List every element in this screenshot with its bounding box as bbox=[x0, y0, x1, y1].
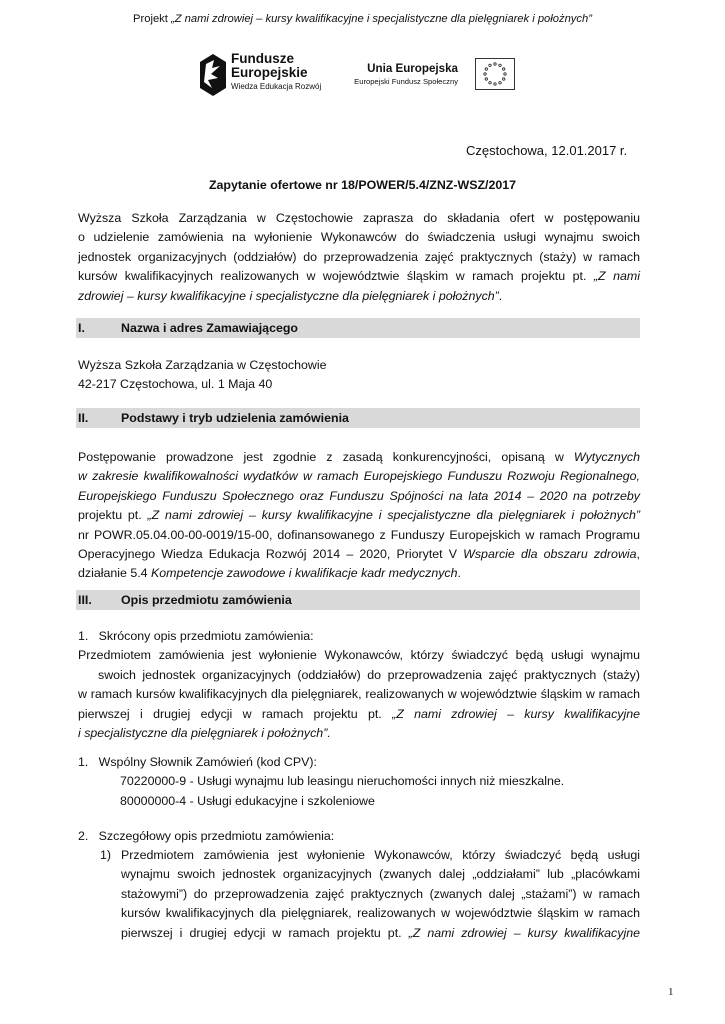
list-heading: 2. Szczegółowy opis przedmiotu zamówienia: bbox=[78, 829, 335, 843]
section-2-line bbox=[78, 545, 640, 564]
intro-line: o udzielenie zamówienia na wyłonienie Wykonawców do świadczenia usługi wynajmu swoich bbox=[78, 230, 640, 245]
section-2-line bbox=[78, 564, 640, 583]
intro-paragraph bbox=[78, 209, 640, 306]
sub-item-line: stażowymi”) do przeprowadzenia zajęć praktycznych (zwanych dalej „stażami”) w ramach bbox=[121, 886, 640, 901]
cpv-code: 80000000-4 - Usługi edukacyjne i szkoleniowe bbox=[120, 793, 375, 808]
text: . bbox=[457, 566, 461, 581]
section-1-heading bbox=[76, 318, 640, 338]
project-name: „Z nami zdrowiej – kursy kwalifikacyjne bbox=[392, 706, 640, 721]
section-2-heading bbox=[76, 408, 640, 428]
section-3-part-2 bbox=[78, 753, 640, 811]
intro-project-name: „Z nami bbox=[593, 269, 640, 284]
text: działanie 5.4 bbox=[78, 566, 152, 581]
intro-line: jednostek organizacyjnych (oddziałów) do przeprowadzenia zajęć praktycznych (staży) w ramach bbox=[78, 249, 640, 264]
intro-line bbox=[78, 287, 640, 306]
fe-line3: Wiedza Edukacja Rozwój bbox=[231, 82, 322, 91]
section-2-line: nr POWR.05.04.00-00-0019/15-00, dofinansowanego z Funduszy Europejskich w ramach Programu bbox=[78, 527, 640, 542]
sub-item-body bbox=[121, 846, 640, 943]
fe-line1: Fundusze bbox=[231, 51, 294, 66]
fundusze-europejskie-logo bbox=[200, 50, 330, 100]
sub-item-line bbox=[121, 924, 640, 943]
list-heading: 1. Skrócony opis przedmiotu zamówienia: bbox=[78, 629, 314, 643]
list-line: Przedmiotem zamówienia jest wyłonienie Wykonawców, którzy świadczyć będą usługi wynajmu bbox=[78, 648, 640, 663]
section-3-number: III. bbox=[78, 593, 92, 607]
text: Operacyjnego Wiedza Edukacja Rozwój 2014 – 2020, Priorytet V bbox=[78, 547, 464, 562]
place-date: Częstochowa, 12.01.2017 r. bbox=[466, 143, 628, 158]
text: , bbox=[636, 547, 640, 562]
priority-name: Wsparcie dla obszaru zdrowia bbox=[463, 547, 637, 562]
section-3-title: Opis przedmiotu zamówienia bbox=[121, 593, 292, 607]
section-1-number: I. bbox=[78, 321, 85, 335]
unia-europejska-logo-text bbox=[348, 62, 458, 87]
intro-text: . bbox=[498, 288, 503, 303]
project-name: „Z nami zdrowiej – kursy kwalifikacyjne bbox=[408, 925, 640, 940]
section-1-body bbox=[78, 356, 640, 395]
list-line: i specjalistyczne dla pielęgniarek i położnych”. bbox=[78, 726, 331, 741]
document-title: Zapytanie ofertowe nr 18/POWER/5.4/ZNZ-WSZ/2017 bbox=[208, 178, 517, 192]
project-name: „Z nami zdrowiej – kursy kwalifikacyjne i specjalistyczne dla pielęgniarek i położnych” bbox=[147, 508, 641, 523]
fe-line2: Europejskie bbox=[231, 65, 308, 80]
ue-line1: Unia Europejska bbox=[367, 62, 458, 75]
sub-item-line: wynajmu swoich jednostek organizacyjnych (zwanych dalej „oddziałami” lub „placówkami bbox=[121, 867, 640, 882]
ue-line2: Europejski Fundusz Społeczny bbox=[354, 77, 458, 86]
intro-project-name: zdrowiej – kursy kwalifikacyjne i specjalistyczne dla pielęgniarek i położnych” bbox=[78, 288, 499, 303]
section-3-part-1 bbox=[78, 627, 640, 743]
fe-star-icon bbox=[200, 54, 226, 96]
contractor-address: 42-217 Częstochowa, ul. 1 Maja 40 bbox=[78, 377, 273, 392]
section-1-title: Nazwa i adres Zamawiającego bbox=[121, 321, 298, 335]
list-line bbox=[78, 705, 640, 724]
guidelines-title: Wytycznych bbox=[573, 450, 640, 464]
list-line: w ramach kursów kwalifikacyjnych dla pielęgniarek, realizowanych w województwie śląskim w ramach bbox=[78, 687, 640, 702]
text: pierwszej i drugiej edycji w ramach projektu pt. bbox=[121, 925, 409, 940]
project-title: „Z nami zdrowiej – kursy kwalifikacyjne i specjalistyczne dla pielęgniarek i położnych” bbox=[170, 13, 592, 25]
section-3-heading bbox=[76, 590, 640, 610]
sub-item-line: kursów kwalifikacyjnych dla pielęgniarek, realizowanych w województwie śląskim w ramach bbox=[121, 906, 640, 921]
section-2-body bbox=[78, 448, 640, 584]
intro-text: kursów kwalifikacyjnych realizowanych w województwie śląskim w ramach projektu pt. bbox=[78, 269, 594, 284]
section-2-title: Podstawy i tryb udzielenia zamówienia bbox=[121, 411, 349, 425]
text: projektu pt. bbox=[78, 508, 148, 523]
section-2-line bbox=[78, 448, 640, 467]
list-heading: 1. Wspólny Słownik Zamówień (kod CPV): bbox=[78, 755, 317, 769]
section-2-line bbox=[78, 506, 640, 525]
measure-name: Kompetencje zawodowe i kwalifikacje kadr medycznych bbox=[151, 566, 458, 581]
sub-item-number: 1) bbox=[100, 848, 112, 862]
eu-flag-icon bbox=[475, 58, 515, 90]
project-prefix: Projekt bbox=[133, 13, 171, 25]
contractor-name: Wyższa Szkoła Zarządzania w Częstochowie bbox=[78, 358, 327, 372]
sub-item-line: Przedmiotem zamówienia jest wyłonienie Wykonawców, którzy świadczyć będą usługi bbox=[121, 848, 640, 862]
project-header bbox=[0, 12, 725, 26]
section-3-part-3 bbox=[78, 827, 640, 846]
intro-line: Wyższa Szkoła Zarządzania w Częstochowie zaprasza do składania ofert w postępowaniu bbox=[78, 211, 640, 225]
text: Postępowanie prowadzone jest zgodnie z zasadą konkurencyjności, opisaną w bbox=[78, 450, 574, 464]
section-2-line: Europejskiego Funduszu Społecznego oraz Funduszu Spójności na lata 2014 – 2020 na potrzeby bbox=[78, 488, 640, 503]
text: pierwszej i drugiej edycji w ramach projektu pt. bbox=[78, 706, 393, 721]
cpv-code: 70220000-9 - Usługi wynajmu lub leasingu nieruchomości innych niż mieszkalne. bbox=[120, 774, 565, 789]
section-2-number: II. bbox=[78, 411, 89, 425]
section-2-line: w zakresie kwalifikowalności wydatków w ramach Europejskiego Funduszu Rozwoju Regionalnego, bbox=[78, 469, 640, 484]
list-line: swoich jednostek organizacyjnych (oddziałów) do przeprowadzenia zajęć praktycznych (staży) bbox=[98, 667, 640, 682]
intro-line bbox=[78, 267, 640, 286]
page-number: 1 bbox=[668, 986, 674, 998]
